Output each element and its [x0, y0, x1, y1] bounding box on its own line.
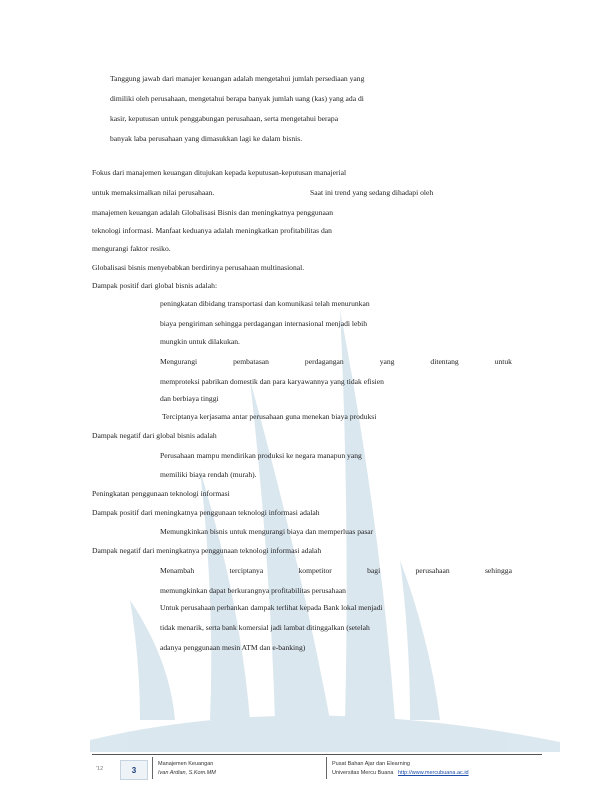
intro-line-1: Tanggung jawab dari manajer keuangan adalah mengetahui jumlah persediaan yang — [110, 74, 365, 83]
footer-divider — [326, 757, 327, 779]
pos-global-1b: biaya pengiriman sehingga perdagangan internasional menjadi lebih — [160, 319, 368, 328]
pos-global-2c: dan berbiaya tinggi — [160, 394, 219, 403]
intro-line-4: banyak laba perusahaan yang dimasukkan lagi ke dalam bisnis. — [110, 134, 303, 143]
word: yang — [379, 357, 395, 366]
neg-tech-heading: Dampak negatif dari meningkatnya penggunaan teknologi informasi adalah — [92, 546, 322, 555]
neg-tech-2b: tidak menarik, serta bank komersial jadi lambat ditinggalkan (setelah — [160, 623, 370, 632]
neg-tech-1a — [160, 566, 512, 576]
intro-line-3: kasir, keputusan untuk penggabungan perusahaan, serta mengetahui berapa — [110, 114, 339, 123]
word: sehingga — [484, 566, 512, 575]
word: perdagangan — [304, 357, 344, 366]
pos-global-1c: mungkin untuk dilakukan. — [160, 337, 240, 346]
neg-tech-2c: adanya penggunaan mesin ATM dan e-banking) — [160, 643, 306, 652]
neg-tech-2a: Untuk perusahaan perbankan dampak terlihat kepada Bank lokal menjadi — [160, 603, 383, 612]
word: ditentang — [430, 357, 459, 366]
word: bagi — [367, 566, 381, 575]
neg-tech-1b: memungkinkan dapat berkurangnya profitabilitas perusahaan — [160, 586, 346, 595]
tech-heading: Peningkatan penggunaan teknologi informasi — [92, 489, 230, 498]
pos-global-heading: Dampak positif dari global bisnis adalah: — [92, 281, 218, 290]
focus-line-5: mengurangi faktor resiko. — [92, 244, 171, 253]
intro-line-2: dimiliki oleh perusahaan, mengetahui berapa banyak jumlah uang (kas) yang ada di — [110, 94, 364, 103]
word: perusahaan — [415, 566, 450, 575]
word: pembatasan — [233, 357, 269, 366]
focus-line-1: Fokus dari manajemen keuangan ditujukan kepada keputusan-keputusan manajerial — [92, 168, 347, 177]
word: kompetitor — [298, 566, 332, 575]
word: Menambah — [160, 566, 195, 575]
pos-tech-1: Memungkinkan bisnis untuk mengurangi biaya dan memperluas pasar — [160, 527, 374, 536]
footer-url-link[interactable]: http://www.mercubuana.ac.id — [398, 770, 469, 776]
globalisasi-line: Globalisasi bisnis menyebabkan berdirinya perusahaan multinasional. — [92, 263, 305, 272]
footer-year-mark: '12 — [96, 766, 104, 772]
pos-tech-heading: Dampak positif dari meningkatnya penggunaan teknologi informasi adalah — [92, 508, 320, 517]
pos-global-2b: memproteksi pabrikan domestik dan para karyawannya yang tidak efisien — [160, 377, 384, 386]
footer-author: Ivan Ardian, S.Kom.MM — [158, 770, 216, 776]
word: Mengurangi — [160, 357, 198, 366]
word: terciptanya — [229, 566, 264, 575]
focus-line-4: teknologi informasi. Manfaat keduanya adalah meningkatkan profitabilitas dan — [92, 226, 332, 235]
focus-line-3: manajemen keuangan adalah Globalisasi Bisnis dan meningkatnya penggunaan — [92, 208, 334, 217]
pos-global-1a: peningkatan dibidang transportasi dan komunikasi telah menurunkan — [160, 299, 370, 308]
footer-rule — [92, 754, 542, 755]
neg-global-1b: memiliki biaya rendah (murah). — [160, 470, 257, 479]
page-number: 3 — [120, 760, 148, 780]
neg-global-heading: Dampak negatif dari global bisnis adalah — [92, 431, 217, 440]
pos-global-3: Terciptanya kerjasama antar perusahaan guna menekan biaya produksi — [162, 412, 377, 421]
neg-global-1a: Perusahaan mampu mendirikan produksi ke negara manapun yang — [160, 451, 362, 460]
word: untuk — [494, 357, 512, 366]
footer-divider — [152, 757, 153, 779]
focus-line-2a: untuk memaksimalkan nilai perusahaan. — [92, 188, 215, 197]
pos-global-2a — [160, 357, 512, 367]
footer-univ: Universitas Mercu Buana — [332, 770, 394, 776]
footer-center: Pusat Bahan Ajar dan Elearning — [332, 761, 410, 767]
focus-line-2b: Saat ini trend yang sedang dihadapi oleh — [310, 188, 434, 197]
footer-course: Manajemen Keuangan — [158, 761, 214, 767]
